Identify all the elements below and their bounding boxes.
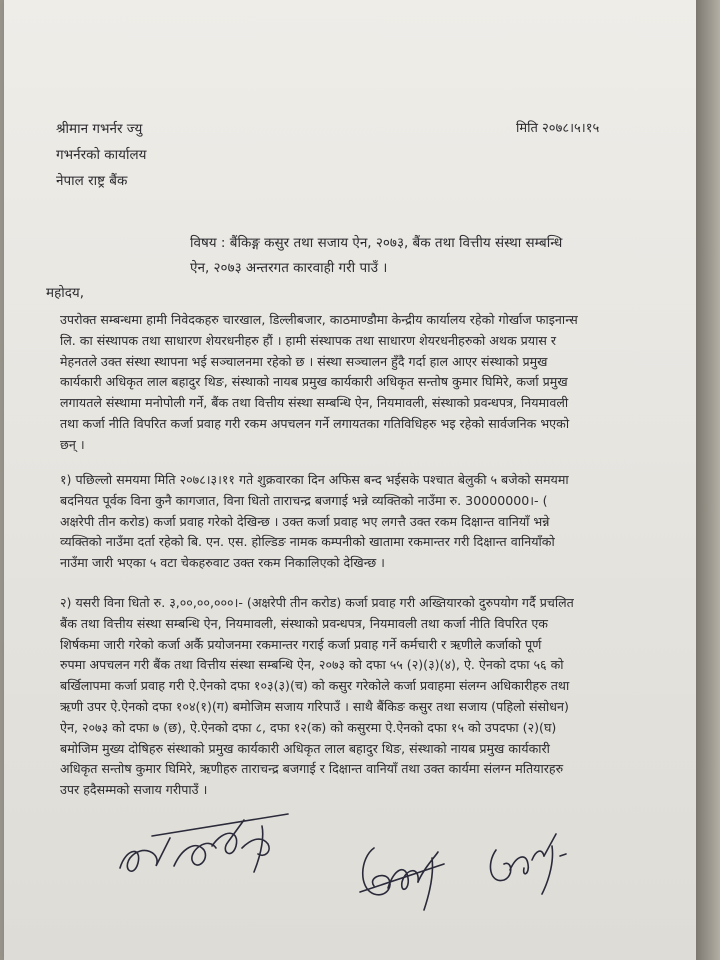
paragraph-line: उपरोक्त सम्बन्धमा हामी निवेदकहरु चारखाल, डिल्लीबजार, काठमाण्डौमा केन्द्रीय कार्यालय रहेको गोर्खाज फाइनान्स	[60, 312, 578, 327]
paragraph-line: छन् ।	[60, 436, 85, 452]
paragraph-line: बदनियत पूर्वक विना कुनै कागजात, विना धितो ताराचन्द्र बजगाई भन्ने व्यक्तिको नाउँमा रु. 30000000।- (	[60, 492, 548, 508]
subject-line-1: विषय : बैंकिङ्ग कसुर तथा सजाय ऐन, २०७३, बैंक तथा वित्तीय संस्था सम्बन्धि	[190, 235, 563, 251]
paragraph-line: ऐन, २०७३ को दफा ७ (छ), ऐ.ऐनको दफा ८, दफा १२(क) को कसुरमा ऐ.ऐनको दफा १५ को उपदफा (२)(घ)	[60, 719, 557, 735]
paragraph-line: उपर हदैसम्मको सजाय गरीपाउँ ।	[60, 782, 208, 798]
paragraph-line: लगायतले संस्थामा मनोपोली गर्ने, बैंक तथा वित्तीय संस्था सम्बन्धि ऐन, नियमावली, संस्थाको प्रवन्धपत्र, नियमावली	[60, 395, 569, 411]
paragraph-line: नाउँमा जारी भएका ५ वटा चेकहरुवाट उक्त रकम निकालिएको देखिन्छ ।	[60, 555, 385, 571]
paragraph-line: बमोजिम मुख्य दोषिहरु संस्थाको प्रमुख कार्यकारी अधिकृत लाल बहादुर थिङ, संस्थाको नायब प्रमुख कार्यकारी	[60, 740, 550, 756]
paragraph-line: अक्षरेपी तीन करोड) कर्जा प्रवाह गरेको देखिन्छ । उक्त कर्जा प्रवाह भए लगत्तै उक्त रकम दिक्षान्त वानियाँ भन्ने	[60, 513, 550, 529]
paragraph-line: २) यसरी विना धितो रु. ३,००,००,०००।- (अक्षरेपी तीन करोड) कर्जा प्रवाह गरी अख्तियारको दुरुपयोग गर्दै प्रचलित	[60, 595, 574, 610]
paragraph-intro	[60, 310, 670, 456]
addressee-line-3: नेपाल राष्ट्र बैंक	[56, 173, 128, 189]
paragraph-line: ऋणी उपर ऐ.ऐनको दफा १०४(१)(ग) बमोजिम सजाय गरिपाउँ । साथै बैंकिङ कसुर तथा सजाय (पहिलो संसोधन)	[60, 698, 569, 714]
paragraph-line: तथा कर्जा नीति विपरित कर्जा प्रवाह गरी रकम अपचलन गर्ने लगायतका गतिविधिहरु भइ रहेको सार्वजनिक भएको	[60, 415, 570, 431]
paragraph-line: कार्यकारी अधिकृत लाल बहादुर थिङ, संस्थाको नायब प्रमुख कार्यकारी अधिकृत सन्तोष कुमार घिमिरे, कर्जा प्रमुख	[60, 374, 568, 390]
paragraph-line: व्यक्तिको नाउँमा दर्ता रहेको बि. एन. एस. होल्डिङ नामक कम्पनीको खातामा रकमान्तर गरी दिक्षान्त वानियाँको	[60, 534, 555, 550]
paragraph-point-1	[60, 470, 670, 574]
paragraph-line: १) पछिल्लो समयमा मिति २०७८।३।११ गते शुक्रवारका दिन अफिस बन्द भईसके पश्चात बेलुकी ५ बजेको समयमा	[60, 472, 569, 487]
paragraph-line: लि. का संस्थापक तथा साधारण शेयरधनीहरु हौं । हामी संस्थापक तथा साधारण शेयरधनीहरुको अथक प्रयास र	[60, 332, 557, 348]
paragraph-line: मेहनतले उक्त संस्था स्थापना भई सञ्चालनमा रहेको छ । संस्था सञ्चालन हुँदै गर्दा हाल आएर संस्थाको प्रमुख	[60, 353, 548, 369]
letter-page	[4, 0, 696, 960]
background-edge	[696, 0, 720, 960]
letter-date: मिति २०७८।५।१५	[516, 121, 600, 136]
addressee-line-2: गभर्नरको कार्यालय	[56, 147, 147, 163]
paragraph-line: रुपमा अपचलन गरी बैंक तथा वित्तीय संस्था सम्बन्धि ऐन, २०७३ को दफा ५५ (२)(३)(४), ऐ. ऐनको दफा ५६ को	[60, 657, 564, 673]
subject-line-2: ऐन, २०७३ अन्तरगत कारवाही गरी पाउँ ।	[190, 260, 388, 276]
paragraph-line: बर्खिलापमा कर्जा प्रवाह गरी ऐ.ऐनको दफा १०३(३)(च) को कसुर गरेकोले कर्जा प्रवाहमा संलग्न अधिकारीहरु तथा	[60, 678, 570, 694]
signature-1	[112, 808, 312, 893]
signature-2	[354, 828, 464, 918]
salutation: महोदय,	[46, 285, 85, 301]
paragraph-point-2	[60, 593, 670, 801]
paragraph-line: बैंक तथा वित्तीय संस्था सम्बन्धि ऐन, नियमावली, संस्थाको प्रवन्धपत्र, नियमावली तथा कर्जा नीति विपरित एक	[60, 615, 548, 631]
signature-3	[482, 820, 572, 900]
paragraph-line: शिर्षकमा जारी गरेको कर्जा अर्कै प्रयोजनमा रकमान्तर गराई कर्जा प्रवाह गर्ने कर्मचारी र ऋणीले कर्जाको पूर्ण	[60, 636, 542, 652]
addressee-line-1: श्रीमान गभर्नर ज्यु	[56, 121, 143, 137]
paragraph-line: अधिकृत सन्तोष कुमार घिमिरे, ऋणीहरु ताराचन्द्र बजगाई र दिक्षान्त वानियाँ तथा उक्त कार्यमा संलग्न मतियारहरु	[60, 761, 564, 777]
